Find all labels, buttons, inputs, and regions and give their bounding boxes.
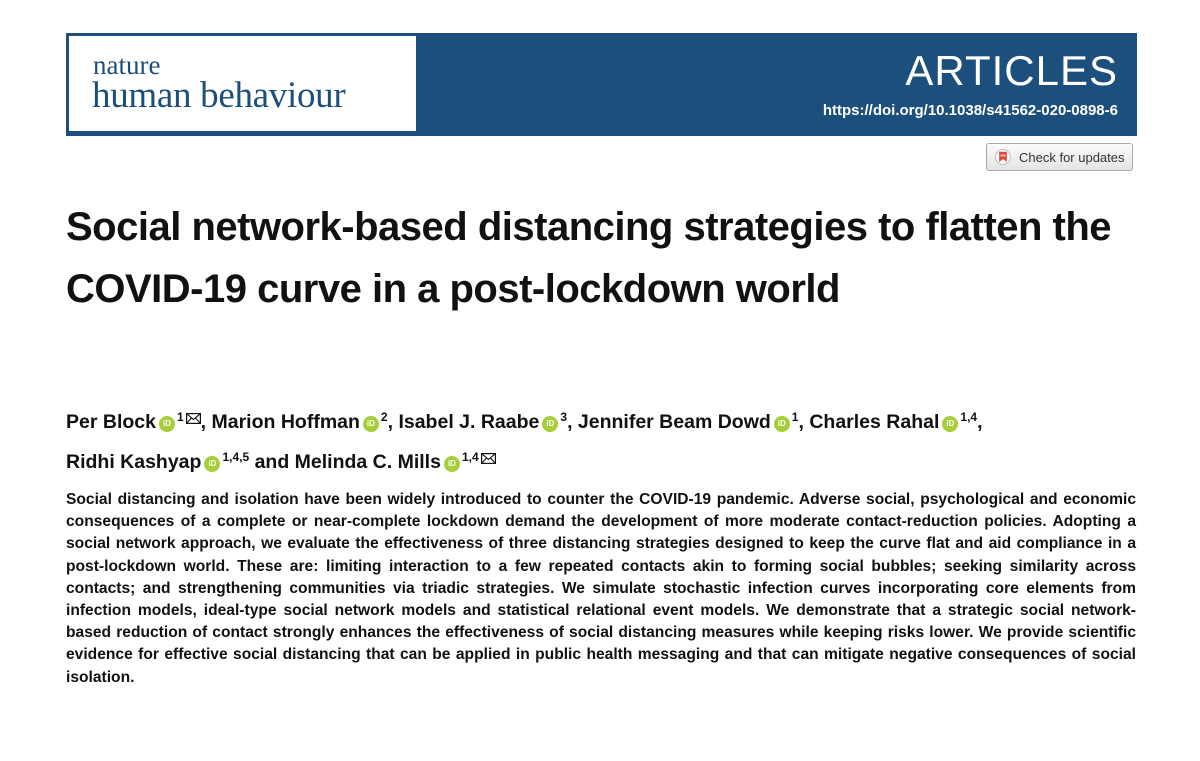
author-name[interactable]: Jennifer Beam Dowd — [577, 411, 771, 433]
author-name[interactable]: Ridhi Kashyap — [66, 451, 202, 473]
doi-link[interactable]: https://doi.org/10.1038/s41562-020-0898-6 — [822, 102, 1118, 119]
author-name[interactable]: Charles Rahal — [809, 411, 940, 433]
author-entry: Charles Rahal iD $^{1,4}$, — [809, 410, 983, 433]
journal-logo[interactable] — [69, 36, 416, 131]
journal-name-small: nature — [93, 50, 161, 80]
article-title: Social network-based distancing strategies to flatten the COVID-19 curve in a post-lockdown world — [66, 205, 1112, 311]
author-entry — [295, 451, 496, 473]
affiliation-marker: 1,4,5 — [222, 450, 250, 464]
abstract-text: Social distancing and isolation have been widely introduced to counter the COVID-19 pandemic. Adverse social, psychological and economic consequences of a complete or near-complete lockdown demand the development of more moderate contact-reduction policies. Adopting a social network approach, we evaluate the effectiveness of three distancing strategies designed to keep the curve flat and aid compliance in a post-lockdown world. These are: limiting interaction to a few repeated contacts akin to forming social bubbles; seeking similarity across contacts; and strengthening communities via triadic strategies. We simulate stochastic infection curves incorporating core elements from infection models, ideal-type social network models and statistical relational event models. We demonstrate that a strategic social network-based reduction of contact strongly enhances the effectiveness of social distancing measures while keeping risks lower. We provide scientific evidence for effective social distancing that can be applied in public health messaging and that can mitigate negative consequences of social isolation. — [66, 491, 1136, 686]
orcid-icon[interactable]: iD — [774, 416, 790, 432]
author-entry: Per Block iD $^1$ , — [66, 410, 212, 433]
crossmark-icon — [995, 149, 1011, 165]
author-entry: Ridhi Kashyap iD $^{1,4,5}$ and — [66, 450, 295, 473]
affiliation-marker: 1,4 — [960, 410, 978, 424]
author-list — [66, 400, 1146, 480]
orcid-icon[interactable]: iD — [159, 416, 175, 432]
orcid-icon[interactable]: iD — [444, 456, 460, 472]
affiliation-marker: 3 — [560, 410, 568, 424]
author-entry: Jennifer Beam Dowd iD $^1$, — [577, 410, 810, 433]
orcid-icon[interactable]: iD — [942, 416, 958, 432]
envelope-icon[interactable] — [481, 453, 496, 464]
section-label: ARTICLES — [905, 47, 1118, 94]
author-name[interactable]: Isabel J. Raabe — [398, 411, 540, 433]
author-name[interactable]: Melinda C. Mills — [294, 451, 441, 473]
orcid-icon[interactable]: iD — [204, 456, 220, 472]
author-name[interactable]: Marion Hoffman — [211, 411, 360, 433]
affiliation-marker: 1,4 — [461, 450, 479, 464]
affiliation-marker: 1 — [176, 410, 184, 424]
envelope-icon[interactable] — [186, 413, 201, 424]
check-for-updates-button[interactable] — [986, 143, 1133, 171]
author-name[interactable]: Per Block — [66, 411, 156, 433]
author-entry: Isabel J. Raabe iD $^3$, — [398, 410, 578, 433]
journal-name-large: human behaviour — [92, 75, 346, 116]
check-for-updates-label: Check for updates — [1019, 149, 1125, 165]
affiliation-marker: 1 — [791, 410, 799, 424]
orcid-icon[interactable]: iD — [542, 416, 558, 432]
author-entry: Marion Hoffman iD $^2$, — [211, 410, 399, 433]
orcid-icon[interactable]: iD — [363, 416, 379, 432]
journal-header — [66, 33, 1137, 136]
affiliation-marker: 2 — [380, 410, 388, 424]
